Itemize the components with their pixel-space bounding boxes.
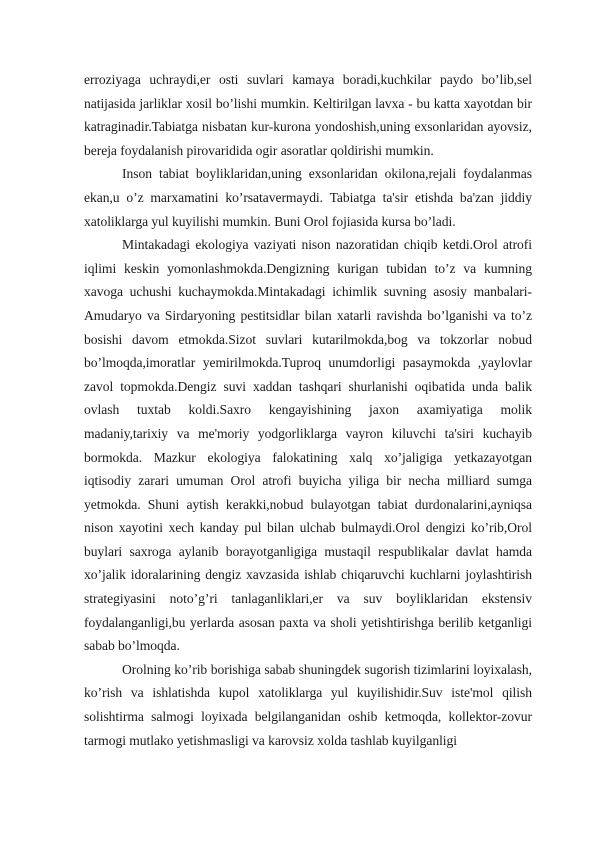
paragraph-4: Orolning ko’rib borishiga sabab shuningdek sugorish tizimlarini loyixalash, ko’rish va ishlatishda kupol xatoliklarga yul kuyilishidir.Suv iste'mol qilish solishtirma salmogi loyixada belgilanganidan oshib ketmoqda, kollektor-zovur tarmogi mutlako yetishmasligi va karovsiz xolda tashlab kuyilganligi xyxy=(84,661,532,748)
paragraph-2: Inson tabiat boyliklaridan,uning exsonlaridan okilona,rejali foydalanmas ekan,u o’z marxamatini ko’rsatavermaydi. Tabiatga ta'sir etishda ba'zan jiddiy xatoliklarga yul kuyilishi mumkin. Buni Orol fojiasida kursa bo’ladi. xyxy=(84,166,532,229)
body-text xyxy=(84,68,532,752)
paragraph-3: Mintakadagi ekologiya vaziyati nison nazoratidan chiqib ketdi.Orol atrofi iqlimi keskin yomonlashmokda.Dengizning kurigan tubidan to’z va kumning xavoga uchushi kuchaymokda.Mintakadagi ichimlik suvning asosiy manbalari-Amudaryo va Sirdaryoning pestitsidlar bilan xatarli ravishda bo’lganishi va to’z bosishi davom etmokda.Sizot suvlari kutarilmokda,bog va tokzorlar nobud bo’lmoqda,imoratlar yemirilmokda.Tuproq unumdorligi pasaymokda ,yaylovlar zavol topmokda.Dengiz suvi xaddan tashqari shurlanishi oqibatida unda balik ovlash tuxtab koldi.Saxro kengayishining jaxon axamiyatiga molik madaniy,tarixiy va me'moriy yodgorliklarga vayron kiluvchi ta'siri kuchayib bormokda. Mazkur ekologiya falokatining xalq xo’jaligiga yetkazayotgan iqtisodiy zarari umuman Orol atrofi buyicha yiliga bir necha milliard sumga yetmokda. Shuni aytish kerakki,nobud bulayotgan tabiat durdonalarini,ayniqsa nison xayotini xech kanday pul bilan ulchab bulmaydi.Orol dengizi ko’rib,Orol buylari saxroga aylanib borayotganligiga mustaqil respublikalar davlat hamda xo’jalik idoralarining dengiz xavzasida ishlab chiqaruvchi kuchlarni joylashtirish strategiyasini noto’g’ri tanlaganliklari,er va suv boyliklaridan ekstensiv foydalanganligi,bu yerlarda asosan paxta va sholi yetishtirishga berilib ketganligi sabab bo’lmoqda. xyxy=(84,237,532,654)
paragraph-1: erroziyaga uchraydi,er osti suvlari kamaya boradi,kuchkilar paydo bo’lib,sel natijasida jarliklar xosil bo’lishi mumkin. Keltirilgan lavxa - bu katta xayotdan bir katraginadir.Tabiatga nisbatan kur-kurona yondoshish,uning exsonlaridan ayovsiz, bereja foydalanish pirovaridida ogir asoratlar qoldirishi mumkin. xyxy=(84,72,532,158)
